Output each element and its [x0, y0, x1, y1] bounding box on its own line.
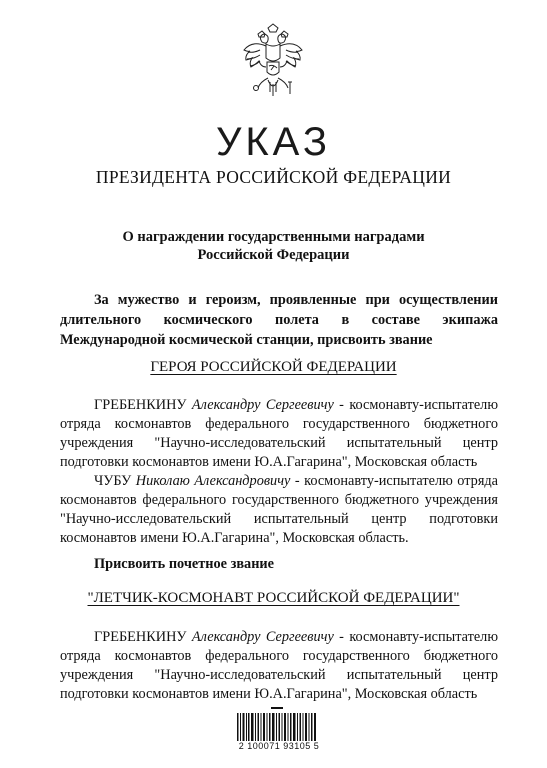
- barcode-number: 2 100071 93105 5: [238, 741, 320, 751]
- awardee-description: - космонавту-испытателю отряда космонавтов федерального государственного бюджетного учреждения "Научно-исследовательский испытательный центр подготовки космонавтов имени Ю.А.Гагарина", Московская область: [60, 629, 499, 702]
- barcode: [237, 707, 317, 741]
- awardee-name: Александру Сергеевичу: [191, 629, 334, 645]
- intro-paragraph: За мужество и героизм, проявленные при осуществлении длительного космического полета в составе экипажа Международной космической станции, присвоить звание: [60, 292, 498, 348]
- hero-awardee-paragraph: [60, 472, 498, 548]
- heading-line-1: О награждении государственными наградами: [122, 229, 425, 245]
- hero-awardee-paragraph: [60, 396, 498, 472]
- awardee-surname: ЧУБУ: [94, 473, 132, 489]
- awardee-name: Александру Сергеевичу: [191, 397, 334, 413]
- awardee-surname: ГРЕБЕНКИНУ: [94, 397, 187, 413]
- decree-title: УКАЗ: [215, 120, 332, 164]
- decree-heading: [0, 228, 547, 264]
- awardee-description: - космонавту-испытателю отряда космонавтов федерального государственного бюджетного учреждения "Научно-исследовательский испытательный центр подготовки космонавтов имени Ю.А.Гагарина", Московская область: [60, 397, 499, 470]
- awardee-description: - космонавту-испытателю отряда космонавтов федерального государственного бюджетного учреждения "Научно-исследовательский испытательный центр подготовки космонавтов имени Ю.А.Гагарина", Московская область.: [60, 473, 499, 546]
- decree-subtitle: ПРЕЗИДЕНТА РОССИЙСКОЙ ФЕДЕРАЦИИ: [95, 167, 452, 187]
- pilot-awardee-paragraph: [60, 628, 498, 704]
- awardee-name: Николаю Александровичу: [135, 473, 291, 489]
- honorary-title-label: Присвоить почетное звание: [94, 556, 275, 572]
- hero-title: ГЕРОЯ РОССИЙСКОЙ ФЕДЕРАЦИИ: [150, 359, 397, 375]
- coat-of-arms-emblem: [238, 22, 308, 112]
- heading-line-2: Российской Федерации: [197, 247, 350, 263]
- awardee-surname: ГРЕБЕНКИНУ: [94, 629, 187, 645]
- pilot-title: "ЛЕТЧИК-КОСМОНАВТ РОССИЙСКОЙ ФЕДЕРАЦИИ": [87, 590, 460, 606]
